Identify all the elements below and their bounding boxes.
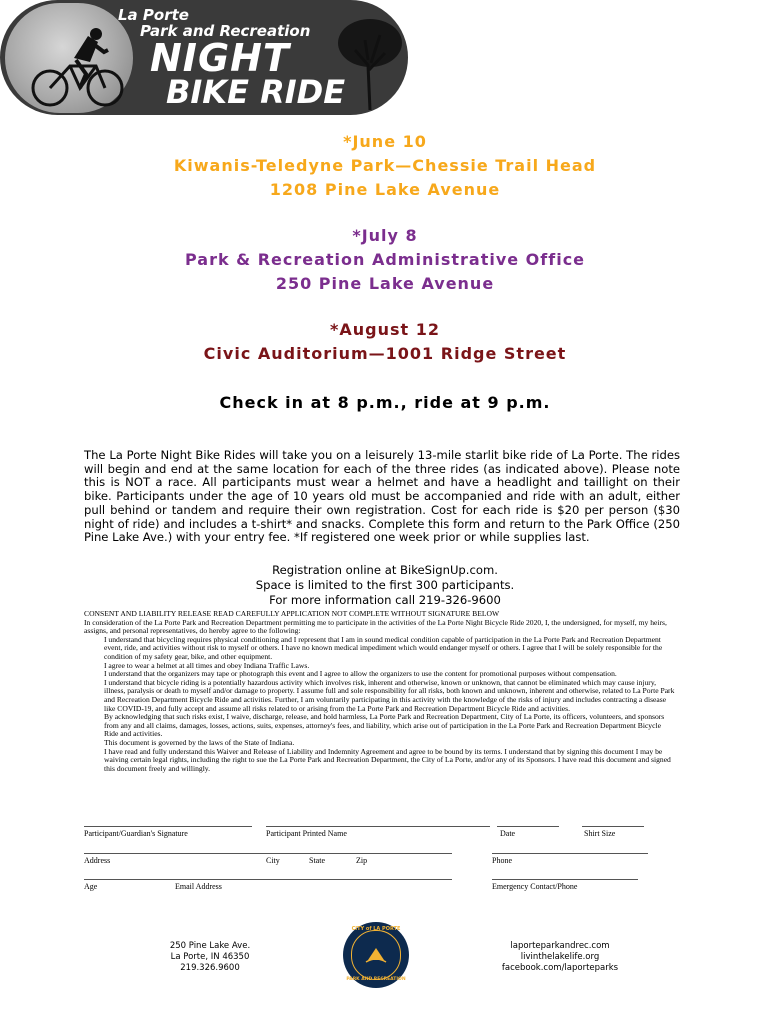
tree-icon [335, 15, 405, 110]
shirt-size-line[interactable] [582, 826, 644, 827]
date-label: Date [500, 829, 516, 838]
seal-bottom-text: PARK AND RECREATION [346, 977, 406, 982]
registration-limit: Space is limited to the first 300 participants. [255, 578, 515, 592]
event-address-2: 250 Pine Lake Avenue [275, 274, 495, 293]
event-banner [0, 0, 408, 115]
consent-clause-risk: I understand that bicycle riding is a potentially hazardous activity which involves risk, inherent and otherwise, known or unknown, that cannot be eliminated which may cause injury, illness, paralysis or death to myself and/or damage to property. I assume full and sole responsibility for all risks, both known and unknown, inherent and otherwise, related to La Porte Park and Recreation Department Bicycle Ride and activities. Further, I am voluntarily participating in this activity with the knowledge of the risks of injury and includes contracting a disease like COVID-19, and fully accept and assume all risks related to or arising from the La Porte Park and Recreation Department Bicycle Ride and activities. [104, 677, 675, 713]
footer-city: La Porte, IN 46350 [170, 952, 250, 962]
footer-tagline-link[interactable]: livinthelakelife.org [520, 952, 600, 962]
event-address-1: 1208 Pine Lake Avenue [269, 180, 501, 199]
zip-label: Zip [356, 856, 368, 865]
emergency-label: Emergency Contact/Phone [492, 882, 578, 891]
event-location-3: Civic Auditorium—1001 Ridge Street [203, 344, 567, 363]
footer-website-link[interactable]: laporteparkandrec.com [510, 941, 610, 951]
footer-phone: 219.326.9600 [180, 963, 240, 973]
emergency-line[interactable] [492, 879, 638, 880]
consent-intro: In consideration of the La Porte Park and Recreation Department permitting me to participate in the activities of the La Porte Night Bicycle Ride 2020, I, the undersigned, for myself, my heirs, assigns, and personal representatives, do hereby agree to the following: [84, 617, 667, 636]
banner-department: Park and Recreation [140, 22, 311, 40]
event-date-1: *June 10 [343, 132, 427, 151]
consent-clause-agreement: I have read and fully understand this Waiver and Release of Liability and Indemnity Agreement and agree to be bound by its terms. I understand that by signing this document I may be waiving certain legal rights, including the right to sue the La Porte Park and Recreation Department, the City of La Porte, and/or any of its Sponsors. I have read this document and signed this document freely and willingly. [104, 746, 671, 773]
age-email-line[interactable] [84, 879, 452, 880]
address-line[interactable] [84, 853, 452, 854]
consent-clause-waiver: By acknowledging that such risks exist, I waive, discharge, release, and hold harmless, La Porte Park and Recreation Department, City of La Porte, its officers, volunteers, and sponsors from any and all claims, damages, losses, actions, suits, expenses, attorney's fees, and liability, which arise out of participation in the La Porte Park and Recreation Department Bicycle Ride and activities. [104, 712, 665, 739]
event-date-3: *August 12 [330, 320, 440, 339]
banner-city: La Porte [118, 6, 189, 24]
registration-online: Registration online at BikeSignUp.com. [272, 563, 498, 577]
footer-address [155, 941, 265, 974]
footer-links [485, 941, 635, 974]
consent-heading: CONSENT AND LIABILITY RELEASE READ CAREFULLY APPLICATION NOT COMPLETE WITHOUT SIGNATURE BELOW [84, 609, 500, 618]
state-label: State [309, 856, 325, 865]
printed-name-line[interactable] [266, 826, 490, 827]
signature-label: Participant/Guardian's Signature [84, 829, 188, 838]
seal-emblem-icon [364, 942, 388, 966]
registration-info: For more information call 219-326-9600 [269, 593, 501, 607]
consent-clause-medical: I understand that bicycling requires physical conditioning and I represent that I am in sound medical condition capable of participation in the La Porte Park and Recreation Department event, ride, and activities without risk to myself or others. I have no known medical impediment which would endanger myself or others. I agree that I will be solely responsible for the condition of my safety gear, bike, and other equipment. [104, 634, 663, 661]
event-location-1: Kiwanis-Teledyne Park—Chessie Trail Head [173, 156, 597, 175]
phone-line[interactable] [492, 853, 648, 854]
footer-facebook-link[interactable]: facebook.com/laporteparks [501, 963, 619, 973]
date-line[interactable] [497, 826, 559, 827]
event-date-2: *July 8 [352, 226, 418, 245]
signature-line[interactable] [84, 826, 252, 827]
banner-title-night: NIGHT [150, 36, 290, 80]
cyclist-icon [30, 28, 125, 108]
footer-street: 250 Pine Lake Ave. [169, 941, 251, 951]
age-label: Age [84, 882, 98, 891]
shirt-size-label: Shirt Size [584, 829, 616, 838]
consent-clause-helmet: I agree to wear a helmet at all times and obey Indiana Traffic Laws. [104, 660, 310, 670]
consent-clause-law: This document is governed by the laws of the State of Indiana. [104, 737, 295, 747]
consent-release [84, 610, 676, 773]
event-location-2: Park & Recreation Administrative Office [184, 250, 586, 269]
consent-clause-photo: I understand that the organizers may tape or photograph this event and I agree to allow the organizers to use the content for promotional purposes without compensation. [104, 669, 617, 679]
city-label: City [266, 856, 280, 865]
city-seal-logo [343, 922, 409, 988]
email-label: Email Address [175, 882, 222, 891]
printed-name-label: Participant Printed Name [266, 829, 347, 838]
banner-title-bike-ride: BIKE RIDE [166, 73, 346, 111]
address-label: Address [84, 856, 111, 865]
phone-label: Phone [492, 856, 512, 865]
seal-top-text: CITY of LA PORTE [351, 926, 401, 932]
checkin-time: Check in at 8 p.m., ride at 9 p.m. [219, 393, 551, 412]
intro-paragraph: The La Porte Night Bike Rides will take you on a leisurely 13-mile starlit bike ride of La Porte. The rides will begin and end at the same location for each of the three rides (as indicated above). Please note this is NOT a race. All participants must wear a helmet and have a headlight and taillight on their bike. Participants under the age of 10 years old must be accompanied and ride with an adult, either pull behind or tandem and require their own registration. Cost for each ride is $20 per person ($30 night of ride) and includes a t-shirt* and snacks. Complete this form and return to the Park Office (250 Pine Lake Ave.) with your entry fee. *If registered one week prior or while supplies last. [84, 448, 680, 545]
